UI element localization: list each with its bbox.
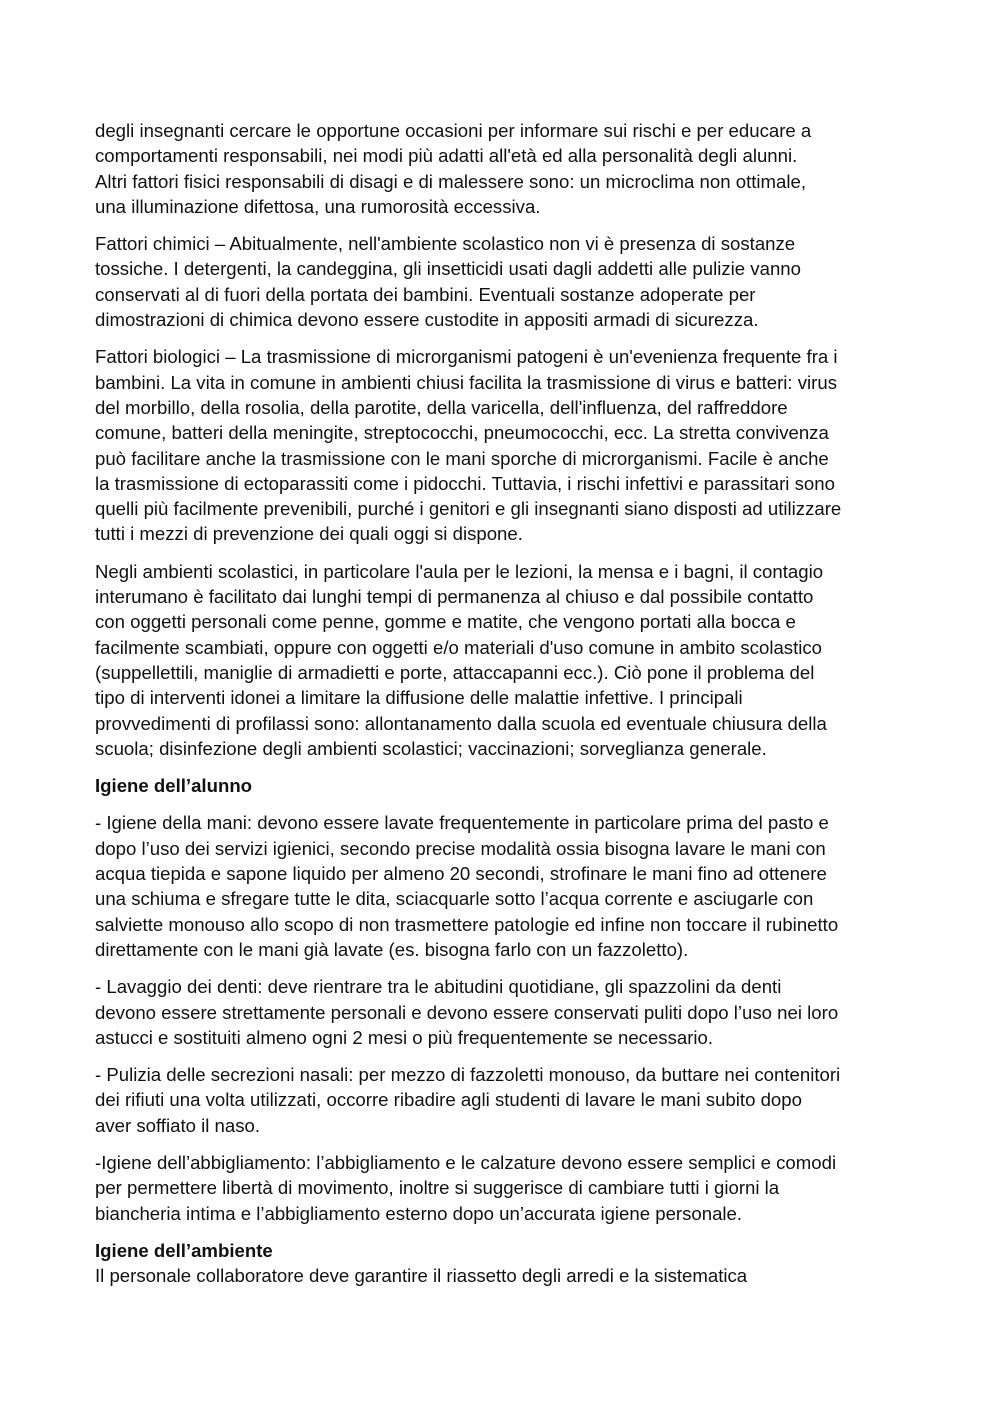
text-line: direttamente con le mani già lavate (es. bisogna farlo con un fazzoletto). <box>95 938 689 960</box>
text-line: biancheria intima e l’abbigliamento esterno dopo un’accurata igiene personale. <box>95 1202 743 1224</box>
paragraph-fattori-chimici <box>95 231 907 332</box>
text-line: dopo l’uso dei servizi igienici, secondo precise modalità ossia bisogna lavare le mani con <box>95 837 826 859</box>
paragraph-fattori-fisici <box>95 118 907 219</box>
text-line: Negli ambienti scolastici, in particolare l'aula per le lezioni, la mensa e i bagni, il contagio <box>95 560 824 582</box>
text-line: può facilitare anche la trasmissione con le mani sporche di microrganismi. Facile è anche <box>95 447 829 469</box>
text-line: quelli più facilmente prevenibili, purché i genitori e gli insegnanti siano disposti ad utilizzare <box>95 498 842 520</box>
text-line: astucci e sostituiti almeno ogni 2 mesi o più frequentemente se necessario. <box>95 1026 714 1048</box>
heading-igiene-alunno: Igiene dell’alunno <box>95 775 253 797</box>
paragraph-igiene-abbigliamento <box>95 1150 907 1226</box>
text-line: - Pulizia delle secrezioni nasali: per mezzo di fazzoletti monouso, da buttare nei contenitori <box>95 1064 841 1086</box>
text-line: salviette monouso allo scopo di non trasmettere patologie ed infine non toccare il rubinetto <box>95 913 839 935</box>
text-line: comportamenti responsabili, nei modi più adatti all'età ed alla personalità degli alunni. <box>95 145 798 167</box>
text-line: interumano è facilitato dai lunghi tempi di permanenza al chiuso e dal possibile contatto <box>95 586 814 608</box>
text-line: conservati al di fuori della portata dei bambini. Eventuali sostanze adoperate per <box>95 283 756 305</box>
text-line: (suppellettili, maniglie di armadietti e porte, attaccapanni ecc.). Ciò pone il problema del <box>95 661 815 683</box>
text-line: aver soffiato il naso. <box>95 1114 261 1136</box>
text-line: degli insegnanti cercare le opportune occasioni per informare sui rischi e per educare a <box>95 120 812 141</box>
text-line: una schiuma e sfregare tutte le dita, sciacquarle sotto l’acqua corrente e asciugarle con <box>95 888 814 910</box>
text-line: tutti i mezzi di prevenzione dei quali oggi si dispone. <box>95 523 523 545</box>
text-line: - Igiene della mani: devono essere lavate frequentemente in particolare prima del pasto e <box>95 812 829 834</box>
text-line: acqua tiepida e sapone liquido per almeno 20 secondi, strofinare le mani fino ad ottenere <box>95 863 827 885</box>
text-line: dimostrazioni di chimica devono essere custodite in appositi armadi di sicurezza. <box>95 309 759 331</box>
paragraph-igiene-mani <box>95 810 907 962</box>
text-line: Altri fattori fisici responsabili di disagi e di malessere sono: un microclima non ottimale, <box>95 170 806 192</box>
text-line: -Igiene dell’abbigliamento: l’abbigliamento e le calzature devono essere semplici e comodi <box>95 1151 837 1173</box>
text-line: facilmente scambiati, oppure con oggetti e/o materiali d'uso comune in ambito scolastico <box>95 636 823 658</box>
text-line: bambini. La vita in comune in ambienti chiusi facilita la trasmissione di virus e batteri: virus <box>95 371 838 393</box>
text-line: per permettere libertà di movimento, inoltre si suggerisce di cambiare tutti i giorni la <box>95 1177 780 1199</box>
text-line: scuola; disinfezione degli ambienti scolastici; vaccinazioni; sorveglianza generale. <box>95 737 767 759</box>
text-line: Fattori biologici – La trasmissione di microrganismi patogeni è un'evenienza frequente fra i <box>95 346 838 368</box>
text-line: - Lavaggio dei denti: deve rientrare tra le abitudini quotidiane, gli spazzolini da denti <box>95 976 782 998</box>
text-line: Il personale collaboratore deve garantire il riassetto degli arredi e la sistematica <box>95 1265 748 1287</box>
text-line: con oggetti personali come penne, gomme e matite, che vengono portati alla bocca e <box>95 611 796 633</box>
text-line: Fattori chimici – Abitualmente, nell'ambiente scolastico non vi è presenza di sostanze <box>95 233 796 255</box>
text-line: comune, batteri della meningite, streptococchi, pneumococchi, ecc. La stretta convivenza <box>95 422 829 444</box>
text-line: dei rifiuti una volta utilizzati, occorre ribadire agli studenti di lavare le mani subito dopo <box>95 1089 802 1111</box>
paragraph-personale-collaboratore <box>95 1263 907 1288</box>
text-line: provvedimenti di profilassi sono: allontanamento dalla scuola ed eventuale chiusura della <box>95 712 827 734</box>
text-line: del morbillo, della rosolia, della parotite, della varicella, dell'influenza, del raffreddore <box>95 396 788 418</box>
document-page <box>95 118 907 1300</box>
heading-igiene-ambiente: Igiene dell’ambiente <box>95 1239 273 1261</box>
paragraph-fattori-biologici <box>95 344 907 546</box>
text-line: una illuminazione difettosa, una rumorosità eccessiva. <box>95 195 541 217</box>
paragraph-ambienti-scolastici <box>95 559 907 761</box>
paragraph-secrezioni-nasali <box>95 1062 907 1138</box>
text-line: devono essere strettamente personali e devono essere conservati puliti dopo l’uso nei loro <box>95 1001 839 1023</box>
text-line: tossiche. I detergenti, la candeggina, gli insetticidi usati dagli addetti alle pulizie vanno <box>95 258 801 280</box>
paragraph-lavaggio-denti <box>95 974 907 1050</box>
text-line: tipo di interventi idonei a limitare la diffusione delle malattie infettive. I principali <box>95 687 743 709</box>
text-line: la trasmissione di ectoparassiti come i pidocchi. Tuttavia, i rischi infettivi e parassitari sono <box>95 472 835 494</box>
